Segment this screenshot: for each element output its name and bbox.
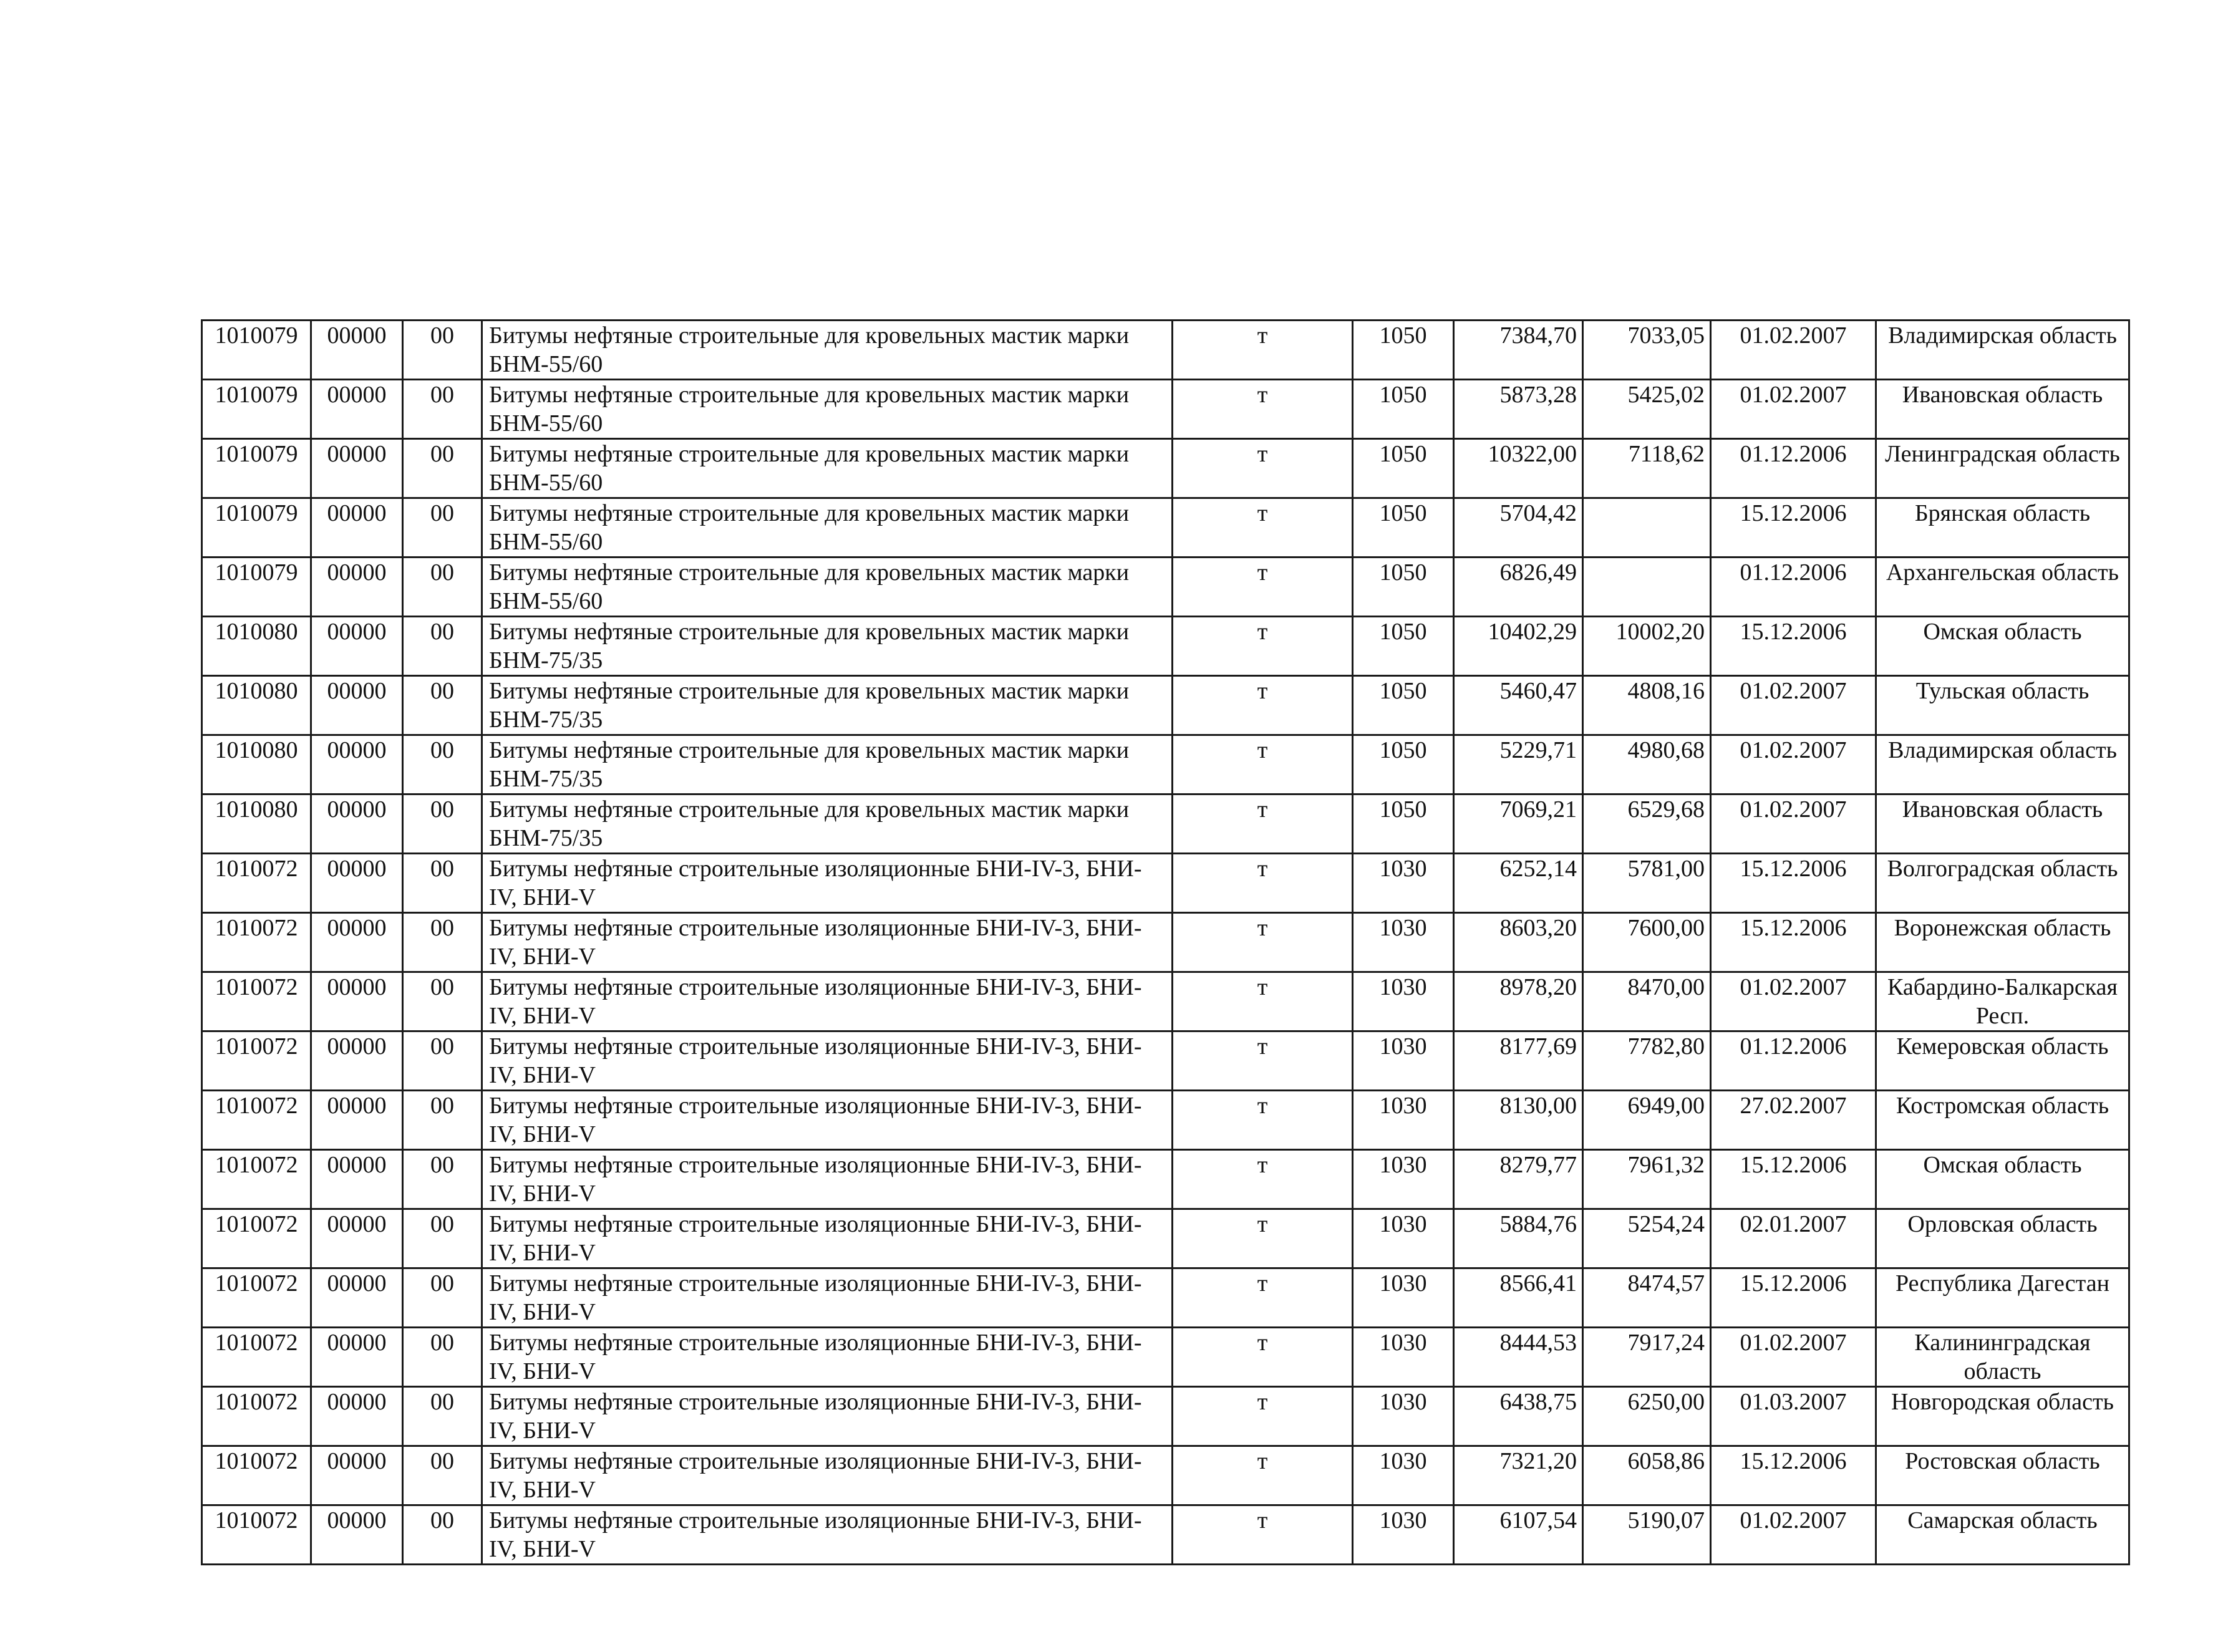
unit-code-cell: 1030 — [1353, 854, 1454, 913]
price-cell: 6107,54 — [1454, 1505, 1583, 1565]
sub-code-cell: 00000 — [311, 617, 403, 676]
group-code-cell: 00 — [403, 1387, 482, 1446]
region-cell: Калининградская область — [1876, 1328, 2129, 1387]
table-row — [202, 972, 2129, 1031]
table-body — [202, 321, 2129, 1565]
price-cell: 8603,20 — [1454, 913, 1583, 972]
price-alt-cell: 10002,20 — [1583, 617, 1711, 676]
price-alt-cell: 7118,62 — [1583, 439, 1711, 498]
price-alt-cell: 7782,80 — [1583, 1031, 1711, 1091]
unit-code-cell: 1030 — [1353, 1446, 1454, 1505]
price-cell: 7384,70 — [1454, 321, 1583, 380]
price-alt-cell: 6949,00 — [1583, 1091, 1711, 1150]
price-cell: 8177,69 — [1454, 1031, 1583, 1091]
sub-code-cell: 00000 — [311, 972, 403, 1031]
product-code-cell: 1010079 — [202, 321, 311, 380]
unit-code-cell: 1050 — [1353, 735, 1454, 795]
price-alt-cell: 7033,05 — [1583, 321, 1711, 380]
unit-cell: т — [1173, 617, 1353, 676]
table-row — [202, 558, 2129, 617]
product-code-cell: 1010080 — [202, 735, 311, 795]
sub-code-cell: 00000 — [311, 1091, 403, 1150]
sub-code-cell: 00000 — [311, 676, 403, 735]
unit-code-cell: 1050 — [1353, 617, 1454, 676]
date-cell: 15.12.2006 — [1711, 1446, 1876, 1505]
region-cell: Кемеровская область — [1876, 1031, 2129, 1091]
unit-code-cell: 1030 — [1353, 1505, 1454, 1565]
date-cell: 15.12.2006 — [1711, 498, 1876, 558]
group-code-cell: 00 — [403, 1328, 482, 1387]
product-name-cell: Битумы нефтяные строительные для кровельных мастик марки БНМ-75/35 — [482, 795, 1173, 854]
date-cell: 01.02.2007 — [1711, 972, 1876, 1031]
group-code-cell: 00 — [403, 735, 482, 795]
table-row — [202, 1091, 2129, 1150]
date-cell: 01.12.2006 — [1711, 558, 1876, 617]
price-cell: 10402,29 — [1454, 617, 1583, 676]
date-cell: 01.02.2007 — [1711, 1505, 1876, 1565]
product-name-cell: Битумы нефтяные строительные изоляционные БНИ-IV-3, БНИ-IV, БНИ-V — [482, 854, 1173, 913]
sub-code-cell: 00000 — [311, 1150, 403, 1209]
date-cell: 01.02.2007 — [1711, 795, 1876, 854]
group-code-cell: 00 — [403, 913, 482, 972]
product-name-cell: Битумы нефтяные строительные для кровельных мастик марки БНМ-75/35 — [482, 735, 1173, 795]
sub-code-cell: 00000 — [311, 1387, 403, 1446]
product-code-cell: 1010072 — [202, 1031, 311, 1091]
region-cell: Кабардино-Балкарская Респ. — [1876, 972, 2129, 1031]
unit-cell: т — [1173, 1387, 1353, 1446]
price-table — [201, 319, 2130, 1565]
unit-code-cell: 1030 — [1353, 913, 1454, 972]
price-cell: 6252,14 — [1454, 854, 1583, 913]
table-row — [202, 439, 2129, 498]
region-cell: Ростовская область — [1876, 1446, 2129, 1505]
table-row — [202, 913, 2129, 972]
table-row — [202, 1387, 2129, 1446]
sub-code-cell: 00000 — [311, 498, 403, 558]
unit-code-cell: 1050 — [1353, 439, 1454, 498]
product-name-cell: Битумы нефтяные строительные для кровельных мастик марки БНМ-55/60 — [482, 380, 1173, 439]
unit-cell: т — [1173, 1150, 1353, 1209]
date-cell: 27.02.2007 — [1711, 1091, 1876, 1150]
unit-cell: т — [1173, 1328, 1353, 1387]
region-cell: Воронежская область — [1876, 913, 2129, 972]
unit-code-cell: 1030 — [1353, 972, 1454, 1031]
price-cell: 8130,00 — [1454, 1091, 1583, 1150]
unit-code-cell: 1050 — [1353, 498, 1454, 558]
price-cell: 10322,00 — [1454, 439, 1583, 498]
product-name-cell: Битумы нефтяные строительные для кровельных мастик марки БНМ-55/60 — [482, 558, 1173, 617]
region-cell: Тульская область — [1876, 676, 2129, 735]
product-code-cell: 1010080 — [202, 795, 311, 854]
product-code-cell: 1010072 — [202, 1387, 311, 1446]
unit-code-cell: 1030 — [1353, 1209, 1454, 1268]
date-cell: 15.12.2006 — [1711, 854, 1876, 913]
product-name-cell: Битумы нефтяные строительные изоляционные БНИ-IV-3, БНИ-IV, БНИ-V — [482, 1328, 1173, 1387]
sub-code-cell: 00000 — [311, 1446, 403, 1505]
group-code-cell: 00 — [403, 972, 482, 1031]
unit-code-cell: 1050 — [1353, 321, 1454, 380]
sub-code-cell: 00000 — [311, 558, 403, 617]
unit-cell: т — [1173, 321, 1353, 380]
price-alt-cell: 5254,24 — [1583, 1209, 1711, 1268]
product-code-cell: 1010079 — [202, 498, 311, 558]
date-cell: 15.12.2006 — [1711, 617, 1876, 676]
group-code-cell: 00 — [403, 1209, 482, 1268]
table-row — [202, 1031, 2129, 1091]
region-cell: Владимирская область — [1876, 735, 2129, 795]
product-name-cell: Битумы нефтяные строительные для кровельных мастик марки БНМ-75/35 — [482, 676, 1173, 735]
price-cell: 8279,77 — [1454, 1150, 1583, 1209]
group-code-cell: 00 — [403, 1091, 482, 1150]
product-code-cell: 1010072 — [202, 913, 311, 972]
sub-code-cell: 00000 — [311, 913, 403, 972]
table-row — [202, 498, 2129, 558]
date-cell: 01.03.2007 — [1711, 1387, 1876, 1446]
price-cell: 5704,42 — [1454, 498, 1583, 558]
table-row — [202, 1505, 2129, 1565]
region-cell: Ивановская область — [1876, 380, 2129, 439]
group-code-cell: 00 — [403, 1505, 482, 1565]
unit-cell: т — [1173, 676, 1353, 735]
date-cell: 01.12.2006 — [1711, 439, 1876, 498]
product-code-cell: 1010080 — [202, 676, 311, 735]
price-alt-cell: 8474,57 — [1583, 1268, 1711, 1328]
sub-code-cell: 00000 — [311, 1328, 403, 1387]
unit-cell: т — [1173, 1209, 1353, 1268]
price-cell: 5229,71 — [1454, 735, 1583, 795]
unit-code-cell: 1050 — [1353, 795, 1454, 854]
sub-code-cell: 00000 — [311, 321, 403, 380]
product-name-cell: Битумы нефтяные строительные изоляционные БНИ-IV-3, БНИ-IV, БНИ-V — [482, 1268, 1173, 1328]
table-row — [202, 617, 2129, 676]
unit-cell: т — [1173, 735, 1353, 795]
product-code-cell: 1010072 — [202, 972, 311, 1031]
unit-cell: т — [1173, 913, 1353, 972]
region-cell: Республика Дагестан — [1876, 1268, 2129, 1328]
region-cell: Архангельская область — [1876, 558, 2129, 617]
price-alt-cell: 6250,00 — [1583, 1387, 1711, 1446]
price-cell: 7069,21 — [1454, 795, 1583, 854]
price-cell: 5460,47 — [1454, 676, 1583, 735]
price-alt-cell: 8470,00 — [1583, 972, 1711, 1031]
unit-code-cell: 1030 — [1353, 1268, 1454, 1328]
unit-cell: т — [1173, 380, 1353, 439]
table-row — [202, 380, 2129, 439]
group-code-cell: 00 — [403, 498, 482, 558]
unit-code-cell: 1030 — [1353, 1150, 1454, 1209]
price-alt-cell — [1583, 498, 1711, 558]
date-cell: 01.02.2007 — [1711, 321, 1876, 380]
product-code-cell: 1010072 — [202, 1505, 311, 1565]
table-row — [202, 795, 2129, 854]
price-cell: 8978,20 — [1454, 972, 1583, 1031]
date-cell: 15.12.2006 — [1711, 1268, 1876, 1328]
price-alt-cell: 4980,68 — [1583, 735, 1711, 795]
product-name-cell: Битумы нефтяные строительные изоляционные БНИ-IV-3, БНИ-IV, БНИ-V — [482, 1031, 1173, 1091]
price-cell: 8444,53 — [1454, 1328, 1583, 1387]
group-code-cell: 00 — [403, 558, 482, 617]
product-code-cell: 1010072 — [202, 1446, 311, 1505]
sub-code-cell: 00000 — [311, 1031, 403, 1091]
price-alt-cell: 7600,00 — [1583, 913, 1711, 972]
unit-code-cell: 1030 — [1353, 1031, 1454, 1091]
unit-cell: т — [1173, 498, 1353, 558]
price-alt-cell: 5190,07 — [1583, 1505, 1711, 1565]
table-row — [202, 1209, 2129, 1268]
group-code-cell: 00 — [403, 617, 482, 676]
table-row — [202, 735, 2129, 795]
product-code-cell: 1010072 — [202, 1091, 311, 1150]
unit-cell: т — [1173, 1446, 1353, 1505]
group-code-cell: 00 — [403, 1031, 482, 1091]
product-name-cell: Битумы нефтяные строительные изоляционные БНИ-IV-3, БНИ-IV, БНИ-V — [482, 1505, 1173, 1565]
table-row — [202, 321, 2129, 380]
region-cell: Новгородская область — [1876, 1387, 2129, 1446]
region-cell: Омская область — [1876, 617, 2129, 676]
unit-cell: т — [1173, 1031, 1353, 1091]
table-row — [202, 676, 2129, 735]
product-name-cell: Битумы нефтяные строительные изоляционные БНИ-IV-3, БНИ-IV, БНИ-V — [482, 1209, 1173, 1268]
unit-cell: т — [1173, 439, 1353, 498]
region-cell: Орловская область — [1876, 1209, 2129, 1268]
product-name-cell: Битумы нефтяные строительные для кровельных мастик марки БНМ-75/35 — [482, 617, 1173, 676]
date-cell: 01.02.2007 — [1711, 380, 1876, 439]
region-cell: Владимирская область — [1876, 321, 2129, 380]
product-code-cell: 1010072 — [202, 1268, 311, 1328]
product-name-cell: Битумы нефтяные строительные для кровельных мастик марки БНМ-55/60 — [482, 321, 1173, 380]
date-cell: 01.02.2007 — [1711, 735, 1876, 795]
product-code-cell: 1010079 — [202, 380, 311, 439]
price-cell: 6826,49 — [1454, 558, 1583, 617]
group-code-cell: 00 — [403, 1268, 482, 1328]
group-code-cell: 00 — [403, 1446, 482, 1505]
product-code-cell: 1010080 — [202, 617, 311, 676]
sub-code-cell: 00000 — [311, 854, 403, 913]
unit-code-cell: 1030 — [1353, 1387, 1454, 1446]
group-code-cell: 00 — [403, 854, 482, 913]
product-name-cell: Битумы нефтяные строительные изоляционные БНИ-IV-3, БНИ-IV, БНИ-V — [482, 1446, 1173, 1505]
price-alt-cell: 6529,68 — [1583, 795, 1711, 854]
price-cell: 8566,41 — [1454, 1268, 1583, 1328]
price-alt-cell: 7917,24 — [1583, 1328, 1711, 1387]
price-alt-cell: 4808,16 — [1583, 676, 1711, 735]
unit-code-cell: 1050 — [1353, 558, 1454, 617]
group-code-cell: 00 — [403, 1150, 482, 1209]
unit-cell: т — [1173, 1505, 1353, 1565]
sub-code-cell: 00000 — [311, 1268, 403, 1328]
table-row — [202, 1328, 2129, 1387]
date-cell: 02.01.2007 — [1711, 1209, 1876, 1268]
sub-code-cell: 00000 — [311, 439, 403, 498]
table-row — [202, 854, 2129, 913]
unit-cell: т — [1173, 795, 1353, 854]
region-cell: Костромская область — [1876, 1091, 2129, 1150]
sub-code-cell: 00000 — [311, 1505, 403, 1565]
price-cell: 5884,76 — [1454, 1209, 1583, 1268]
unit-cell: т — [1173, 854, 1353, 913]
unit-code-cell: 1050 — [1353, 380, 1454, 439]
sub-code-cell: 00000 — [311, 735, 403, 795]
date-cell: 15.12.2006 — [1711, 913, 1876, 972]
region-cell: Ленинградская область — [1876, 439, 2129, 498]
product-code-cell: 1010072 — [202, 854, 311, 913]
product-code-cell: 1010079 — [202, 558, 311, 617]
product-name-cell: Битумы нефтяные строительные изоляционные БНИ-IV-3, БНИ-IV, БНИ-V — [482, 1387, 1173, 1446]
product-code-cell: 1010072 — [202, 1150, 311, 1209]
region-cell: Брянская область — [1876, 498, 2129, 558]
date-cell: 01.12.2006 — [1711, 1031, 1876, 1091]
product-name-cell: Битумы нефтяные строительные изоляционные БНИ-IV-3, БНИ-IV, БНИ-V — [482, 1150, 1173, 1209]
group-code-cell: 00 — [403, 380, 482, 439]
price-alt-cell: 5425,02 — [1583, 380, 1711, 439]
group-code-cell: 00 — [403, 321, 482, 380]
product-name-cell: Битумы нефтяные строительные для кровельных мастик марки БНМ-55/60 — [482, 498, 1173, 558]
product-name-cell: Битумы нефтяные строительные изоляционные БНИ-IV-3, БНИ-IV, БНИ-V — [482, 913, 1173, 972]
price-alt-cell: 5781,00 — [1583, 854, 1711, 913]
date-cell: 01.02.2007 — [1711, 676, 1876, 735]
sub-code-cell: 00000 — [311, 795, 403, 854]
table-row — [202, 1268, 2129, 1328]
region-cell: Омская область — [1876, 1150, 2129, 1209]
group-code-cell: 00 — [403, 795, 482, 854]
region-cell: Ивановская область — [1876, 795, 2129, 854]
group-code-cell: 00 — [403, 676, 482, 735]
unit-cell: т — [1173, 1091, 1353, 1150]
product-name-cell: Битумы нефтяные строительные для кровельных мастик марки БНМ-55/60 — [482, 439, 1173, 498]
table-row — [202, 1150, 2129, 1209]
price-alt-cell: 7961,32 — [1583, 1150, 1711, 1209]
price-cell: 7321,20 — [1454, 1446, 1583, 1505]
price-cell: 6438,75 — [1454, 1387, 1583, 1446]
product-code-cell: 1010079 — [202, 439, 311, 498]
product-name-cell: Битумы нефтяные строительные изоляционные БНИ-IV-3, БНИ-IV, БНИ-V — [482, 972, 1173, 1031]
unit-code-cell: 1030 — [1353, 1091, 1454, 1150]
price-alt-cell — [1583, 558, 1711, 617]
group-code-cell: 00 — [403, 439, 482, 498]
product-code-cell: 1010072 — [202, 1209, 311, 1268]
table-row — [202, 1446, 2129, 1505]
region-cell: Волгоградская область — [1876, 854, 2129, 913]
price-alt-cell: 6058,86 — [1583, 1446, 1711, 1505]
date-cell: 01.02.2007 — [1711, 1328, 1876, 1387]
unit-code-cell: 1050 — [1353, 676, 1454, 735]
unit-cell: т — [1173, 1268, 1353, 1328]
unit-cell: т — [1173, 972, 1353, 1031]
price-cell: 5873,28 — [1454, 380, 1583, 439]
unit-code-cell: 1030 — [1353, 1328, 1454, 1387]
sub-code-cell: 00000 — [311, 1209, 403, 1268]
region-cell: Самарская область — [1876, 1505, 2129, 1565]
sub-code-cell: 00000 — [311, 380, 403, 439]
product-name-cell: Битумы нефтяные строительные изоляционные БНИ-IV-3, БНИ-IV, БНИ-V — [482, 1091, 1173, 1150]
date-cell: 15.12.2006 — [1711, 1150, 1876, 1209]
unit-cell: т — [1173, 558, 1353, 617]
product-code-cell: 1010072 — [202, 1328, 311, 1387]
